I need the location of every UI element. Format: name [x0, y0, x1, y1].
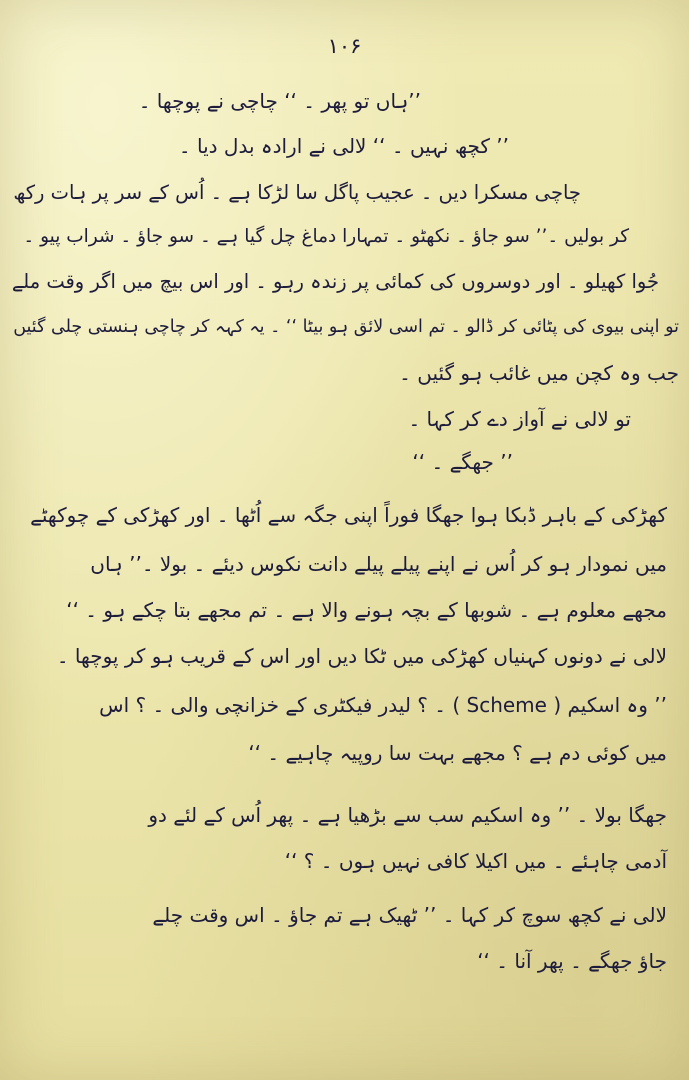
text-line: ’’ہاں تو پھر ۔ ‘‘ چاچی نے پوچھا ۔	[138, 89, 421, 113]
text-line: تو اپنی بیوی کی پٹائی کر ڈالو ۔ تم اسی لائق ہو بیٹا ‘‘ ۔ یہ کہہ کر چاچی ہنستی چلی گئیں	[13, 317, 679, 337]
text-line: کر بولیں ۔’’ سو جاؤ ۔ نکھٹو ۔ تمہارا دماغ چل گیا ہے ۔ سو جاؤ ۔ شراب پیو ۔	[23, 226, 629, 247]
text-line: ’’ کچھ نہیں ۔ ‘‘ لالی نے ارادہ بدل دیا ۔	[178, 134, 509, 158]
text-line: چاچی مسکرا دیں ۔ عجیب پاگل سا لڑکا ہے ۔ اُس کے سر پر ہات رکھ	[13, 181, 581, 204]
text-line: جھگا بولا ۔ ’’ وہ اسکیم سب سے بڑھیا ہے ۔ پھر اُس کے لئے دو	[148, 803, 667, 827]
text-line: میں نمودار ہو کر اُس نے اپنے پیلے پیلے دانت نکوس دیئے ۔ بولا ۔’’ ہاں	[90, 552, 667, 576]
page-number: ۱۰۶	[327, 34, 362, 58]
text-line: تو لالی نے آواز دے کر کہا ۔	[408, 407, 631, 431]
text-line: میں کوئی دم ہے ؟ مجھے بہت سا روپیہ چاہیے ۔ ‘‘	[248, 741, 667, 765]
text-line: جاؤ جھگے ۔ پھر آنا ۔ ‘‘	[477, 949, 667, 973]
text-line: جب وہ کچن میں غائب ہو گئیں ۔	[399, 361, 679, 385]
text-line: آدمی چاہئے ۔ میں اکیلا کافی نہیں ہوں ۔ ؟ ‘‘	[284, 849, 667, 873]
text-line: ’’ وہ اسکیم ( Scheme ) ۔ ؟ لیدر فیکٹری کے خزانچی والی ۔ ؟ اس	[99, 693, 667, 717]
text-line: مجھے معلوم ہے ۔ شوبھا کے بچہ ہونے والا ہے ۔ تم مجھے بتا چکے ہو ۔ ‘‘	[66, 598, 667, 622]
text-line: کھڑکی کے باہر ڈبکا ہوا جھگا فوراً اپنی جگہ سے اُٹھا ۔ اور کھڑکی کے چوکھٹے	[30, 503, 667, 527]
text-line: جُوا کھیلو ۔ اور دوسروں کی کمائی پر زندہ رہو ۔ اور اس بیچ میں اگر وقت ملے	[11, 270, 659, 293]
text-line: ’’ جھگے ۔ ‘‘	[412, 450, 513, 474]
text-line: لالی نے کچھ سوچ کر کہا ۔ ’’ ٹھیک ہے تم جاؤ ۔ اس وقت چلے	[152, 903, 667, 927]
text-line: لالی نے دونوں کہنیاں کھڑکی میں ٹکا دیں اور اس کے قریب ہو کر پوچھا ۔	[56, 644, 667, 668]
